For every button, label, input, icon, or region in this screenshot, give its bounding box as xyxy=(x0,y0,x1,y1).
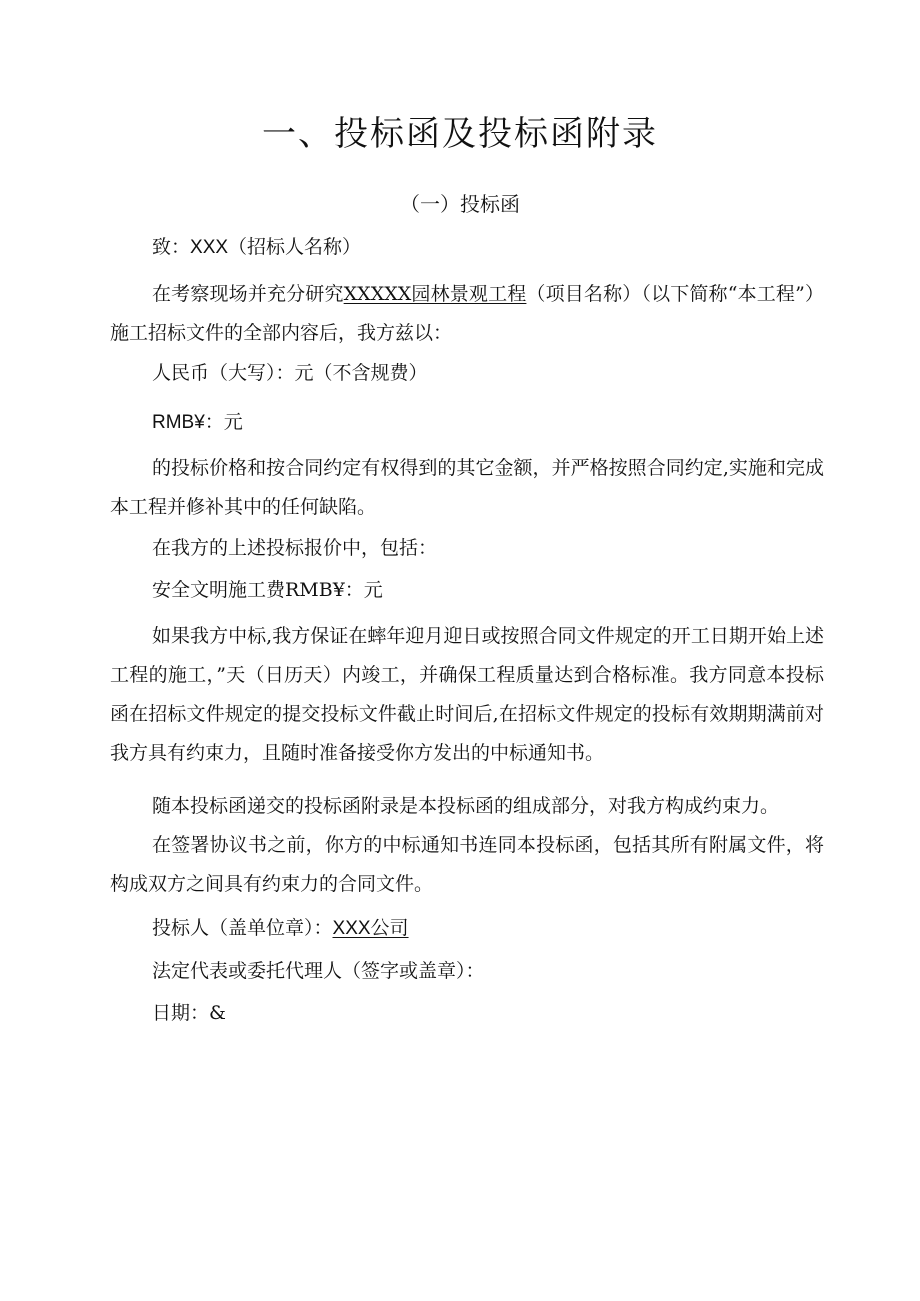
addressee-suffix: （招标人名称） xyxy=(228,236,362,258)
section-subtitle: （一）投标函 xyxy=(400,192,520,216)
bidder-name: XXX公司 xyxy=(332,918,409,939)
paragraph-intro xyxy=(110,275,824,353)
paragraph-includes: 在我方的上述投标报价中，包括： xyxy=(152,537,438,559)
rmb-words-line: 人民币（大写）：元（不含规费） xyxy=(152,362,428,384)
project-name: XXXXX园林景观工程 xyxy=(343,283,527,305)
paragraph-price: 的投标价格和按合同约定有权得到的其它金额，并严格按照合同约定,实施和完成本工程并修补其中的任何缺陷。 xyxy=(110,457,824,518)
paragraph-appendix: 随本投标函递交的投标函附录是本投标函的组成部分，对我方构成约束力。 xyxy=(152,795,780,817)
safety-fee-line: 安全文明施工费RMB¥：元 xyxy=(152,579,383,601)
intro-suffix: （项目名称）（以下简称“本工程”）施工招标文件的全部内容后，我方兹以： xyxy=(110,283,824,344)
addressee-line xyxy=(152,232,361,263)
paragraph-commitment: 如果我方中标,我方保证在蟀年迎月迎日或按照合同文件规定的开工日期开始上述工程的施工，”天（日历天）内竣工，并确保工程质量达到合格标准。我方同意本投标函在招标文件规定的提交投标文件截止时间后,在招标文件规定的投标有效期期满前对我方具有约束力，且随时准备接受你方发出的中标通知书。 xyxy=(110,625,824,764)
document-title: 一、投标函及投标函附录 xyxy=(262,114,658,154)
addressee-prefix: 致： xyxy=(152,236,191,258)
bidder-line xyxy=(152,913,409,944)
bidder-label: 投标人（盖单位章）： xyxy=(152,917,333,939)
addressee-name: XXX xyxy=(190,237,229,258)
paragraph-contract: 在签署协议书之前，你方的中标通知书连同本投标函，包括其所有附属文件，将构成双方之间具有约束力的合同文件。 xyxy=(110,834,824,895)
intro-prefix: 在考察现场并充分研究 xyxy=(152,283,344,305)
legal-representative-line: 法定代表或委托代理人（签字或盖章）： xyxy=(152,960,485,982)
date-line: 日期：& xyxy=(152,1002,226,1024)
rmb-numeric-line: RMB¥：元 xyxy=(152,412,243,433)
